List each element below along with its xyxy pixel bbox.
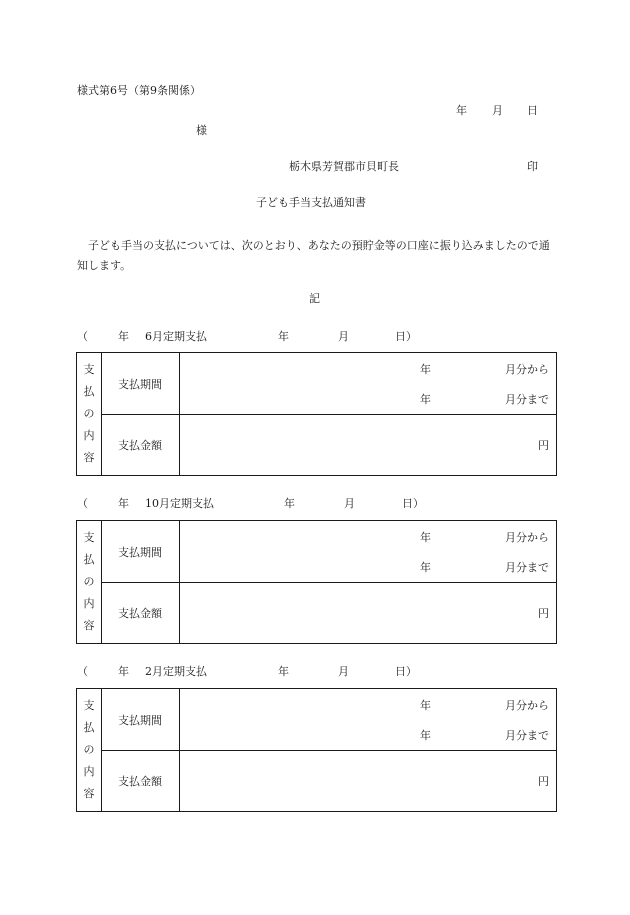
amount-field[interactable] xyxy=(180,751,557,812)
from-year: 年 xyxy=(420,699,431,712)
vertical-label xyxy=(77,353,102,476)
amount-label: 支払金額 xyxy=(102,751,180,812)
payment-label: 2月定期支払 xyxy=(145,665,207,678)
payment-day-label: 日） xyxy=(402,497,424,510)
yen-unit: 円 xyxy=(538,607,549,620)
from-year: 年 xyxy=(420,531,431,544)
vertical-label xyxy=(77,521,102,644)
payment-label: 10月定期支払 xyxy=(145,497,214,510)
vertical-char: の xyxy=(83,407,95,420)
vertical-char: 払 xyxy=(83,385,95,398)
vertical-char: の xyxy=(83,575,95,588)
payment-day-label: 日） xyxy=(395,665,417,678)
date-day-label: 日 xyxy=(527,104,538,117)
payment-detail-table xyxy=(76,688,557,812)
payment-period-line xyxy=(77,666,557,678)
to-month: 月分まで xyxy=(505,561,549,574)
vertical-char: 内 xyxy=(83,429,95,442)
open-paren: （ xyxy=(77,330,88,343)
payment-year-label: 年 xyxy=(278,665,289,678)
body-text: 子ども手当の支払については、次のとおり、あなたの預貯金等の口座に振り込みましたので通知します。 xyxy=(77,239,550,272)
vertical-char: 内 xyxy=(83,597,95,610)
open-paren: （ xyxy=(77,497,88,510)
vertical-char: 支 xyxy=(83,699,95,712)
seal-mark: 印 xyxy=(527,160,538,173)
to-year: 年 xyxy=(420,393,431,406)
vertical-char: 支 xyxy=(83,531,95,544)
period-range-field[interactable] xyxy=(180,521,557,583)
open-paren: （ xyxy=(77,665,88,678)
vertical-char: 容 xyxy=(83,787,95,800)
from-month: 月分から xyxy=(505,531,549,544)
vertical-char: 容 xyxy=(83,619,95,632)
yen-unit: 円 xyxy=(538,775,549,788)
from-year: 年 xyxy=(420,363,431,376)
vertical-label xyxy=(77,689,102,812)
date-year-label: 年 xyxy=(456,104,467,117)
issuer-name: 栃木県芳賀郡市貝町長 xyxy=(289,160,399,173)
payment-detail-table xyxy=(76,520,557,644)
payment-label: 6月定期支払 xyxy=(145,330,207,343)
vertical-char: 払 xyxy=(83,721,95,734)
amount-label: 支払金額 xyxy=(102,583,180,644)
amount-field[interactable] xyxy=(180,583,557,644)
period-label: 支払期間 xyxy=(102,689,180,751)
from-month: 月分から xyxy=(505,699,549,712)
payment-year-label: 年 xyxy=(284,497,295,510)
period-label: 支払期間 xyxy=(102,521,180,583)
nen-label: 年 xyxy=(118,665,129,678)
payment-detail-table xyxy=(76,352,557,476)
vertical-char: 容 xyxy=(83,451,95,464)
period-range-field[interactable] xyxy=(180,353,557,415)
from-month: 月分から xyxy=(505,363,549,376)
vertical-char: の xyxy=(83,743,95,756)
payment-year-label: 年 xyxy=(278,330,289,343)
period-label: 支払期間 xyxy=(102,353,180,415)
to-month: 月分まで xyxy=(505,729,549,742)
form-number: 様式第6号（第9条関係） xyxy=(77,84,201,97)
to-year: 年 xyxy=(420,561,431,574)
yen-unit: 円 xyxy=(538,439,549,452)
period-range-field[interactable] xyxy=(180,689,557,751)
payment-period-line xyxy=(77,498,557,510)
nen-label: 年 xyxy=(118,497,129,510)
payment-day-label: 日） xyxy=(395,330,417,343)
payment-month-label: 月 xyxy=(338,665,349,678)
amount-label: 支払金額 xyxy=(102,415,180,476)
payment-month-label: 月 xyxy=(344,497,355,510)
vertical-char: 払 xyxy=(83,553,95,566)
to-year: 年 xyxy=(420,729,431,742)
date-month-label: 月 xyxy=(492,104,503,117)
vertical-char: 内 xyxy=(83,765,95,778)
ki-heading: 記 xyxy=(309,292,320,305)
document-title: 子ども手当支払通知書 xyxy=(256,196,366,209)
payment-month-label: 月 xyxy=(338,330,349,343)
payment-period-line xyxy=(77,331,557,343)
to-month: 月分まで xyxy=(505,393,549,406)
addressee-suffix: 様 xyxy=(196,124,207,137)
nen-label: 年 xyxy=(118,330,129,343)
vertical-char: 支 xyxy=(83,363,95,376)
amount-field[interactable] xyxy=(180,415,557,476)
